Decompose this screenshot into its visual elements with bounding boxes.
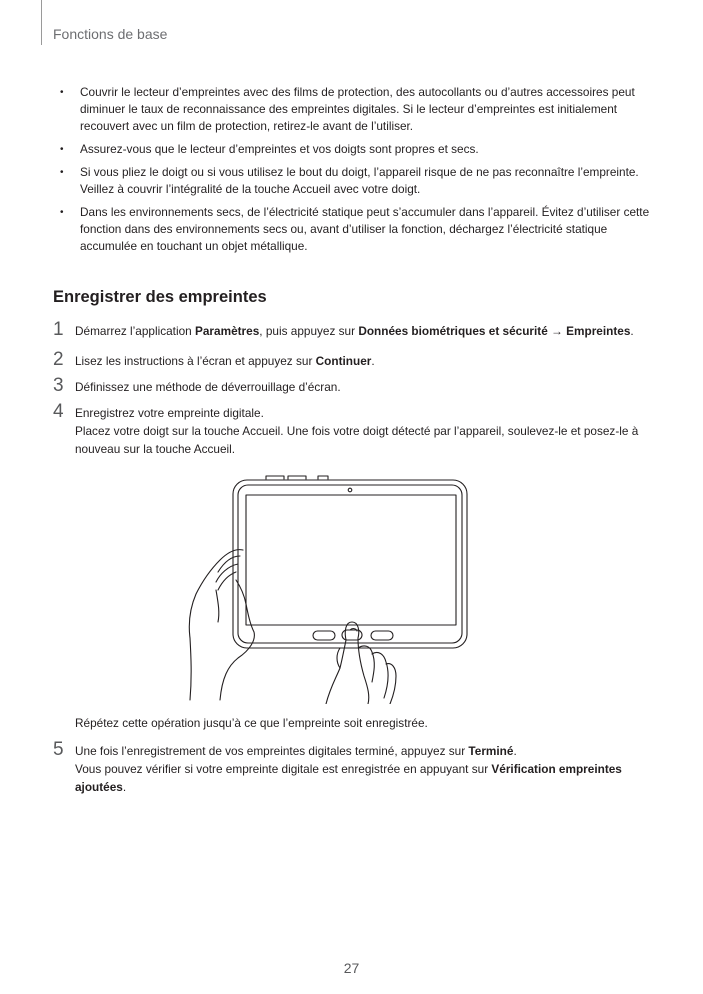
- step-number: 1: [53, 319, 64, 340]
- tablet-fingerprint-illustration: [180, 472, 480, 704]
- step-number: 5: [53, 739, 64, 760]
- step-2: [53, 349, 653, 370]
- precaution-text: Assurez-vous que le lecteur d’empreintes et vos doigts sont propres et secs.: [80, 142, 479, 156]
- bullet-dot: •: [60, 167, 64, 178]
- step-text: Lisez les instructions à l’écran et appuyez sur Continuer.: [75, 354, 375, 368]
- step-text: Définissez une méthode de déverrouillage d’écran.: [75, 380, 341, 394]
- power-button: [288, 476, 306, 479]
- bullet-dot: •: [60, 207, 64, 218]
- step-3: [53, 375, 653, 396]
- camera-icon: [348, 488, 352, 492]
- precaution-text: Dans les environnements secs, de l’électricité statique peut s’accumuler dans l’appareil. Évitez d’utiliser cette fonction dans des environnements secs ou, avant d’utiliser la fonction, déchargez l’électricité statique accumulée en touchant un objet métallique.: [80, 205, 650, 253]
- tablet-screen: [246, 495, 456, 625]
- header-rule: [41, 0, 42, 45]
- volume-button: [266, 476, 284, 479]
- step-text: Enregistrez votre empreinte digitale. Placez votre doigt sur la touche Accueil. Une fois votre doigt détecté par l’appareil, soulevez-le et posez-le à nouveau sur la touche Accueil.: [75, 406, 639, 456]
- fingerprints-menu-label: Empreintes: [566, 324, 631, 338]
- precaution-item: [60, 84, 650, 135]
- section-title: Enregistrer des empreintes: [53, 288, 267, 306]
- step-number: 2: [53, 349, 64, 370]
- page-number: 27: [343, 960, 360, 976]
- precautions-list: [60, 84, 650, 261]
- bullet-dot: •: [60, 144, 64, 155]
- repeat-caption: Répétez cette opération jusqu’à ce que l’empreinte soit enregistrée.: [75, 716, 428, 730]
- bullet-dot: •: [60, 87, 64, 98]
- step-text: Démarrez l’application Paramètres, puis appuyez sur Données biométriques et sécurité → Empreintes.: [75, 324, 634, 338]
- step-4: [53, 401, 653, 458]
- right-hand: [345, 622, 369, 704]
- check-fingerprints-label: Vérification empreintes ajoutées: [75, 762, 622, 794]
- step-5: [53, 739, 653, 796]
- precaution-item: [60, 204, 650, 255]
- step-number: 3: [53, 375, 64, 396]
- done-label: Terminé: [468, 744, 514, 758]
- precaution-text: Si vous pliez le doigt ou si vous utilisez le bout du doigt, l’appareil risque de ne pas reconnaître l’empreinte. Veillez à couvrir l’intégralité de la touche Accueil avec votre doigt.: [80, 165, 639, 196]
- precaution-item: [60, 164, 650, 198]
- recent-key: [371, 631, 393, 640]
- step-1: [53, 319, 653, 340]
- continue-label: Continuer: [315, 354, 372, 368]
- settings-app-label: Paramètres: [195, 324, 260, 338]
- step-number: 4: [53, 401, 64, 422]
- precaution-item: [60, 141, 650, 158]
- step-text: Une fois l’enregistrement de vos empreintes digitales terminé, appuyez sur Terminé. Vous pouvez vérifier si votre empreinte digitale est enregistrée en appuyant sur Vérification empreintes ajoutées.: [75, 744, 622, 794]
- header-title: Fonctions de base: [53, 26, 168, 42]
- back-key: [313, 631, 335, 640]
- precaution-text: Couvrir le lecteur d’empreintes avec des films de protection, des autocollants ou d’autres accessoires peut diminuer le taux de reconnaissance des empreintes digitales. Si le lecteur d’empreintes est initialement recouvert avec un film de protection, retirez-le avant de l’utiliser.: [80, 85, 635, 133]
- biometrics-menu-label: Données biométriques et sécurité: [358, 324, 548, 338]
